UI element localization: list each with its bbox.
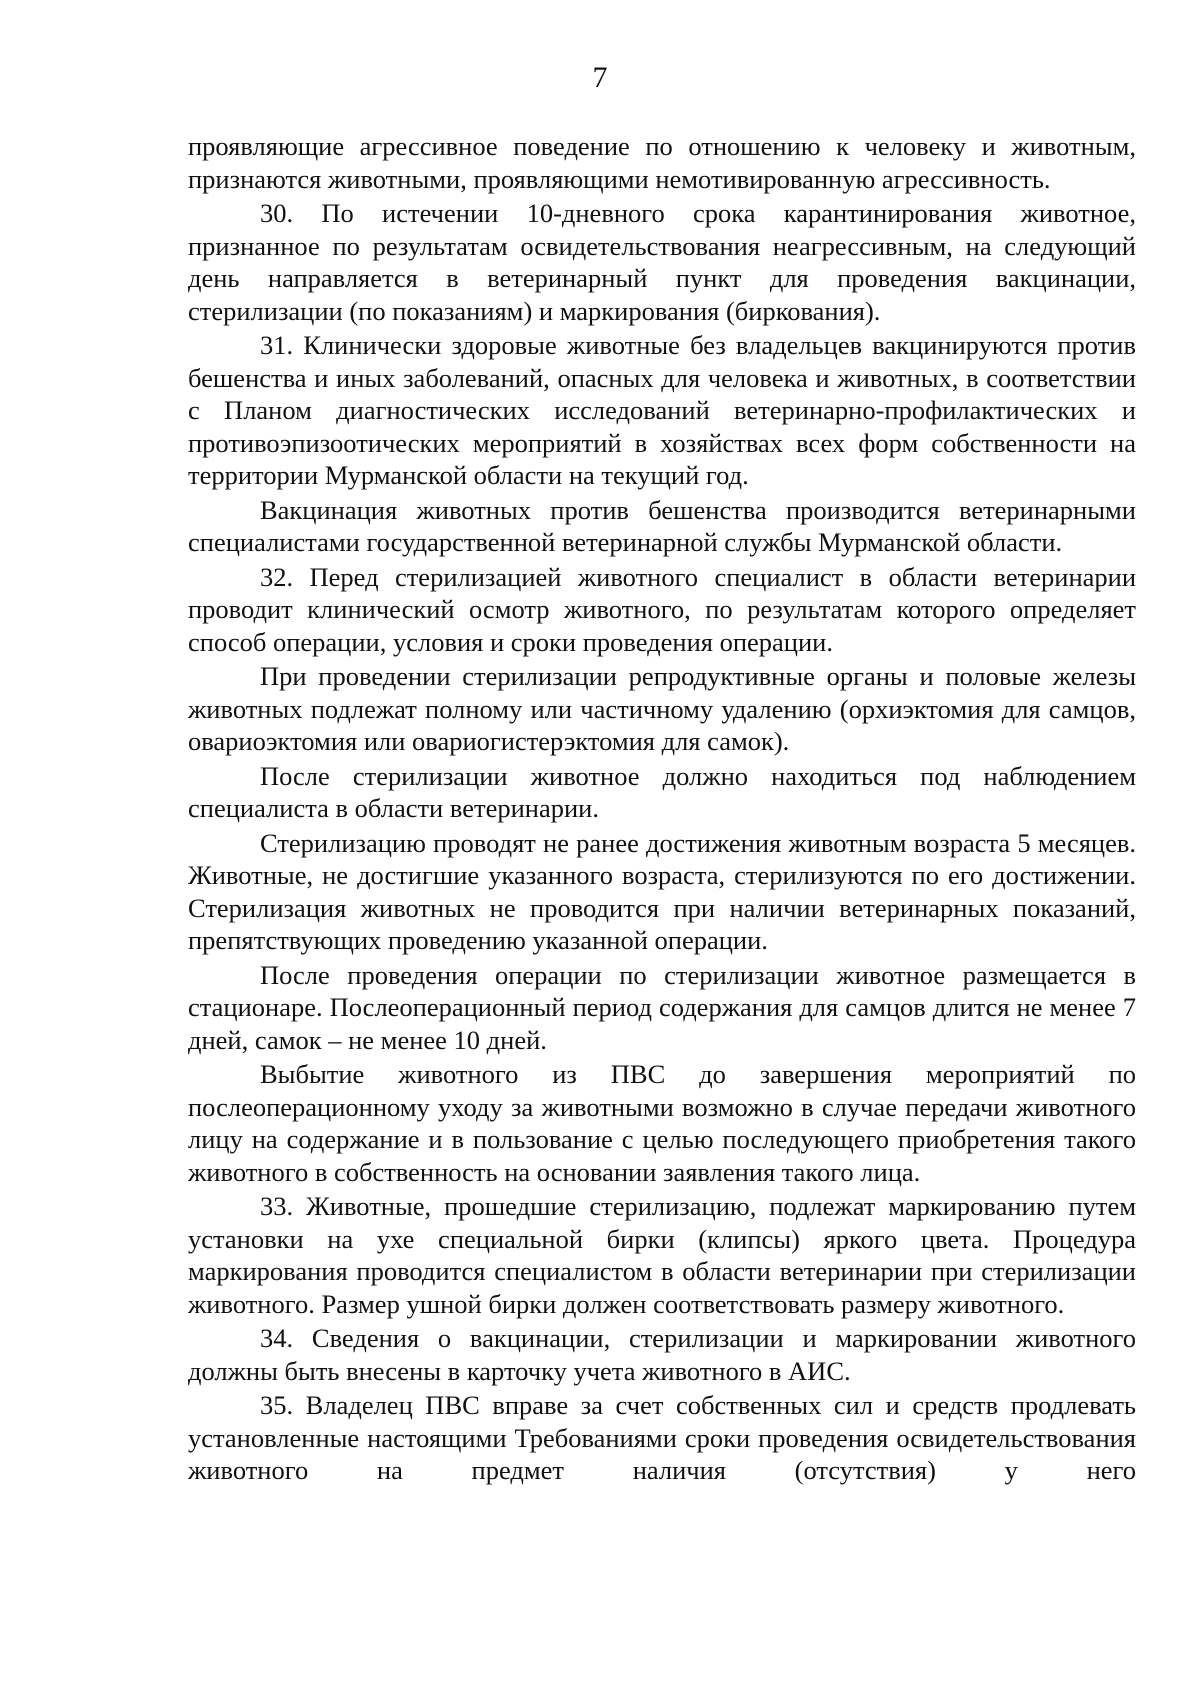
paragraph-35: 35. Владелец ПВС вправе за счет собственных сил и средств продлевать установленные настоящими Требованиями сроки проведения освидетельствования животного на предмет наличия (отсутствия) у него: [188, 1390, 1136, 1485]
paragraph-sterilization-organs: При проведении стерилизации репродуктивные органы и половые железы животных подлежат полному или частичному удалению (орхиэктомия для самцов, овариоэктомия или овариогистерэктомия для самок).: [188, 661, 1136, 756]
paragraph-post-sterilization-observation: После стерилизации животное должно находиться под наблюдением специалиста в области ветеринарии.: [188, 760, 1136, 823]
paragraph-rabies-vaccination: Вакцинация животных против бешенства производится ветеринарными специалистами государственной ветеринарной службы Мурманской области.: [188, 494, 1136, 557]
document-body: [188, 130, 1136, 1489]
paragraph-34: 34. Сведения о вакцинации, стерилизации и маркировании животного должны быть внесены в карточку учета животного в АИС.: [188, 1323, 1136, 1386]
paragraph-32: 32. Перед стерилизацией животного специалист в области ветеринарии проводит клинический осмотр животного, по результатам которого определяет способ операции, условия и сроки проведения операции.: [188, 561, 1136, 657]
paragraph-30: 30. По истечении 10-дневного срока карантинирования животное, признанное по результатам освидетельствования неагрессивным, на следующий день направляется в ветеринарный пункт для проведения вакцинации, стерилизации (по показаниям) и маркирования (биркования).: [188, 198, 1136, 326]
paragraph-sterilization-age: Стерилизацию проводят не ранее достижения животным возраста 5 месяцев. Животные, не достигшие указанного возраста, стерилизуются по его достижении. Стерилизация животных не проводится при наличии ветеринарных показаний, препятствующих проведению указанной операции.: [188, 827, 1136, 955]
paragraph-31: 31. Клинически здоровые животные без владельцев вакцинируются против бешенства и иных заболеваний, опасных для человека и животных, в соответствии с Планом диагностических исследований ветеринарно-профилактических и противоэпизоотических мероприятий в хозяйствах всех форм собственности на территории Мурманской области на текущий год.: [188, 330, 1136, 490]
paragraph-33: 33. Животные, прошедшие стерилизацию, подлежат маркированию путем установки на ухе специальной бирки (клипсы) яркого цвета. Процедура маркирования проводится специалистом в области ветеринарии при стерилизации животного. Размер ушной бирки должен соответствовать размеру животного.: [188, 1191, 1136, 1319]
page-number: 7: [592, 61, 608, 94]
paragraph-early-release: Выбытие животного из ПВС до завершения мероприятий по послеоперационному уходу за животными возможно в случае передачи животного лицу на содержание и в пользование с целью последующего приобретения такого животного в собственность на основании заявления такого лица.: [188, 1059, 1136, 1187]
paragraph-continuation: проявляющие агрессивное поведение по отношению к человеку и животным, признаются животными, проявляющими немотивированную агрессивность.: [188, 131, 1136, 194]
paragraph-postoperative-period: После проведения операции по стерилизации животное размещается в стационаре. Послеоперационный период содержания для самцов длится не менее 7 дней, самок – не менее 10 дней.: [188, 959, 1136, 1055]
